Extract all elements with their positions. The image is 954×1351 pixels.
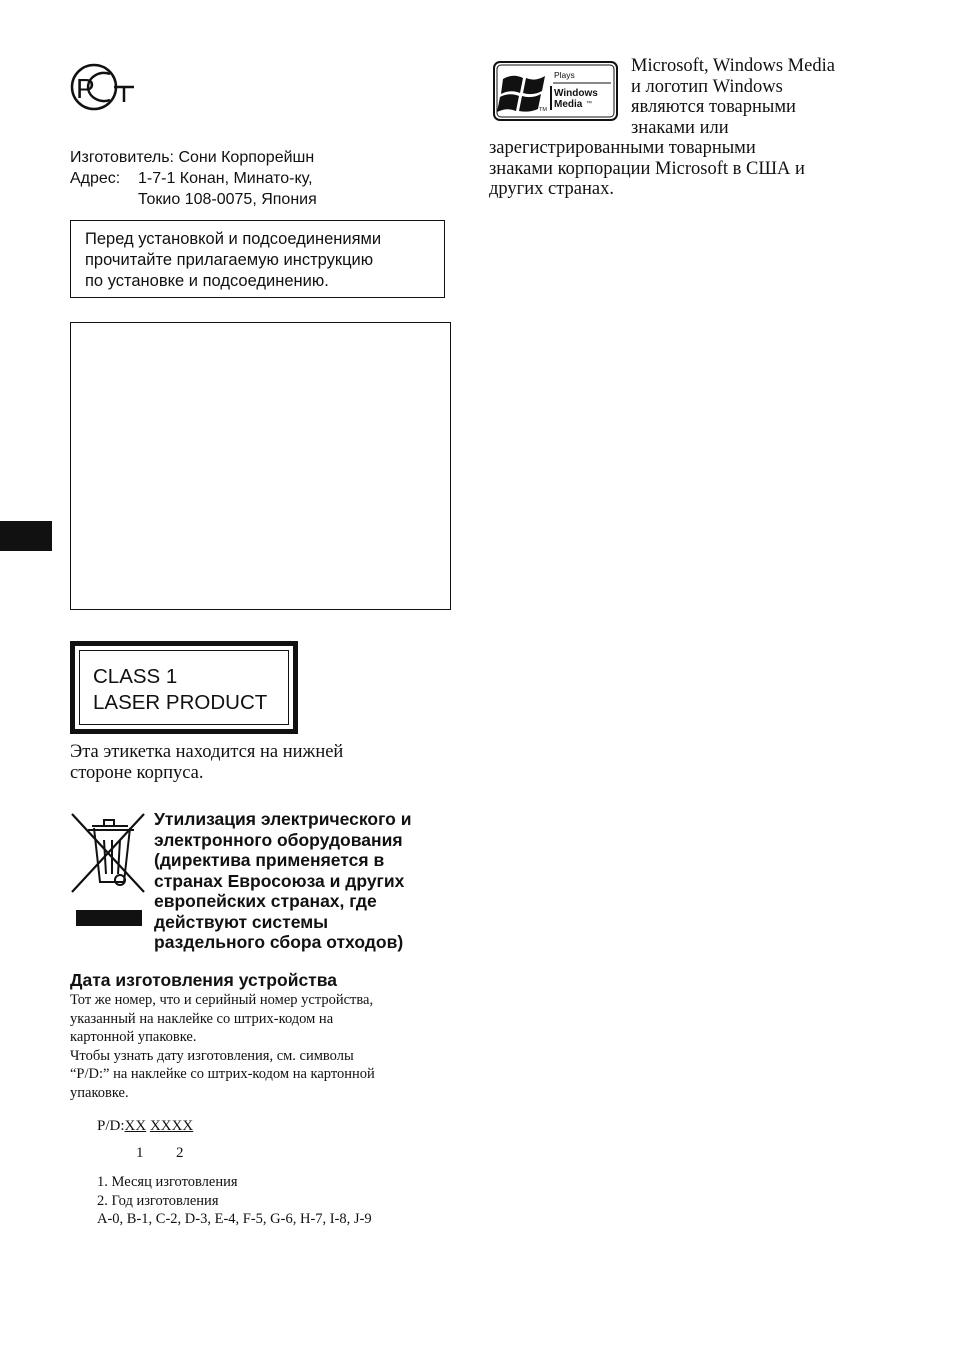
windows-flag-icon	[497, 76, 545, 112]
trademark-text-top	[631, 56, 871, 138]
mfg-line-4: Чтобы узнать дату изготовления, см. символы	[70, 1047, 354, 1064]
manufacturer-info	[70, 147, 317, 210]
pd-legend-codes: A-0, B-1, C-2, D-3, E-4, F-5, G-6, H-7, I-8, J-9	[97, 1211, 372, 1227]
pd-part-2: XXXX	[149, 1118, 194, 1134]
pd-legend-year: 2. Год изготовления	[97, 1192, 219, 1209]
pd-code	[97, 1118, 193, 1135]
wm-windows-text: Windows	[554, 88, 598, 99]
mfg-line-1: Тот же номер, что и серийный номер устройства,	[70, 992, 374, 1008]
pd-index-1: 1	[136, 1145, 144, 1161]
trademark-text-bottom	[489, 138, 869, 200]
pd-index-2: 2	[176, 1145, 184, 1161]
trademark-line-6: знаками корпорации Microsoft в США и	[489, 158, 805, 179]
pd-legend	[97, 1173, 372, 1229]
trademark-line-7: других странах.	[489, 179, 615, 199]
notice-line-3: по установке и подсоединению.	[85, 272, 329, 290]
address-line-2: Токио 108-0075, Япония	[138, 191, 317, 208]
pd-part-1: XX	[124, 1118, 147, 1134]
manufacturing-date-body	[70, 991, 445, 1102]
weee-line-1: Утилизация электрического и	[154, 809, 412, 829]
weee-line-4: странах Евросоюза и других	[154, 870, 405, 891]
pd-legend-month: 1. Месяц изготовления	[97, 1174, 238, 1190]
wm-plays-text: Plays	[554, 70, 575, 80]
trademark-line-4: знаками или	[631, 117, 729, 138]
wm-tm-text: ™	[586, 101, 592, 107]
gost-certification-logo	[70, 62, 136, 112]
mfg-line-6: упаковке.	[70, 1084, 129, 1101]
label-note-line-1: Эта этикетка находится на нижней	[70, 742, 344, 762]
mfg-line-2: указанный на наклейке со штрих-кодом на	[70, 1010, 334, 1027]
installation-notice-box	[70, 220, 445, 298]
weee-line-2: электронного оборудования	[154, 829, 403, 850]
trademark-line-1: Microsoft, Windows Media	[631, 56, 835, 76]
weee-line-5: европейских странах, где	[154, 891, 377, 911]
weee-line-7: раздельного сбора отходов)	[154, 932, 404, 952]
maker-value: Сони Корпорейшн	[178, 149, 315, 166]
laser-product-text: LASER PRODUCT	[93, 691, 268, 714]
trademark-line-5: зарегистрированными товарными	[489, 138, 756, 158]
wm-flag-tm-text: TM	[539, 107, 547, 113]
weee-black-bar	[76, 910, 142, 926]
weee-disposal-heading	[154, 809, 454, 953]
manufacturing-date-heading: Дата изготовления устройства	[70, 970, 338, 990]
maker-label: Изготовитель:	[70, 149, 174, 166]
svg-text:Р: Р	[76, 73, 95, 104]
label-location-note	[70, 742, 343, 784]
weee-line-6: действуют системы	[154, 911, 329, 932]
address-line-1: 1-7-1 Конан, Минато-ку,	[138, 170, 313, 187]
address-label: Адрес:	[70, 170, 121, 187]
laser-class-text: CLASS 1	[93, 665, 178, 688]
notice-line-2: прочитайте прилагаемую инструкцию	[85, 251, 374, 269]
blank-frame	[70, 322, 451, 610]
plays-windows-media-logo	[493, 61, 618, 121]
label-note-line-2: стороне корпуса.	[70, 763, 204, 783]
notice-line-1: Перед установкой и подсоединениями	[85, 230, 382, 248]
wm-media-text: Media	[554, 99, 583, 110]
mfg-line-5: “P/D:” на наклейке со штрих-кодом на картонной	[70, 1066, 375, 1082]
trademark-line-3: являются товарными	[631, 97, 796, 117]
weee-line-3: (директива применяется в	[154, 850, 385, 870]
page-edge-tab	[0, 521, 52, 551]
mfg-line-3: картонной упаковке.	[70, 1029, 197, 1045]
trademark-line-2: и логотип Windows	[631, 76, 783, 97]
pd-prefix: P/D:	[97, 1118, 125, 1134]
laser-product-label	[70, 641, 298, 734]
